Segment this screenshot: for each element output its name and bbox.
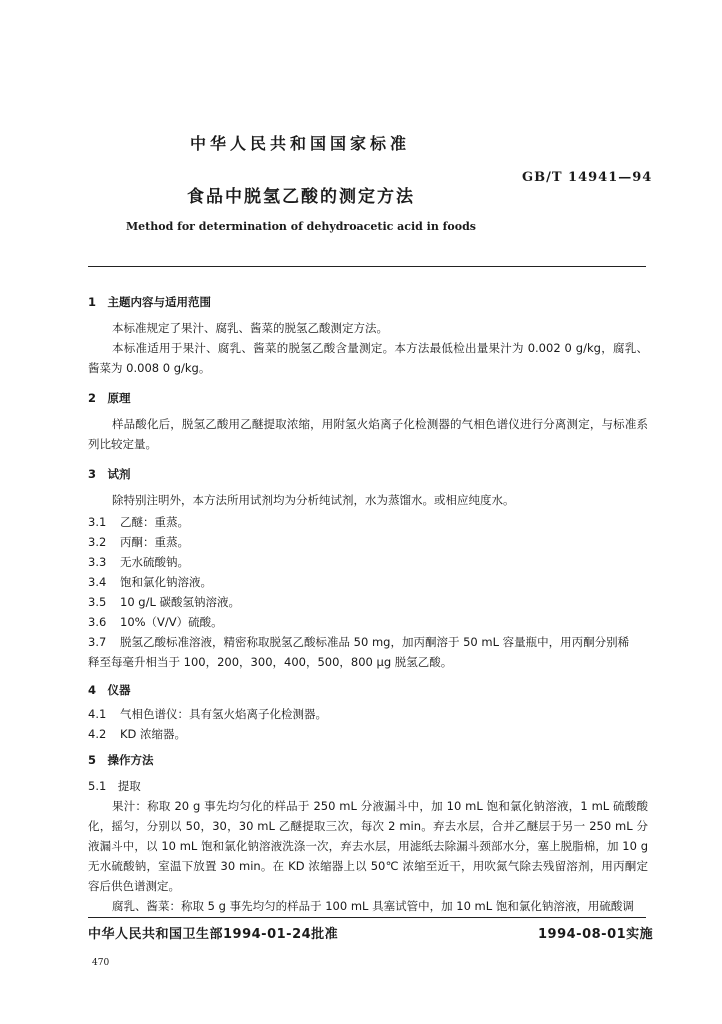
national-standard-heading: 中华人民共和国国家标准 <box>189 134 410 153</box>
reagent-item <box>88 612 648 632</box>
section-2-paragraph: 样品酸化后，脱氢乙酸用乙醚提取浓缩，用附氢火焰离子化检测器的气相色谱仪进行分离测定，与标准系列比较定量。 <box>88 417 648 451</box>
item-number: 3.5 <box>88 595 107 609</box>
item-number: 4.2 <box>88 727 107 741</box>
item-text: 无水硫酸钠。 <box>120 555 189 569</box>
instrument-item <box>88 724 648 744</box>
reagent-item-3-7-continuation: 释至每毫升相当于 100，200，300，400，500，800 μg 脱氢乙酸。 <box>88 655 453 669</box>
instrument-item <box>88 704 648 724</box>
section-5-1-heading: 5.1 提取 <box>88 779 141 793</box>
item-number: 3.4 <box>88 575 107 589</box>
item-number: 4.1 <box>88 707 107 721</box>
reagent-item-3-7 <box>88 632 648 652</box>
reagent-item <box>88 572 648 592</box>
reagent-item <box>88 532 648 552</box>
section-1-paragraph-1: 本标准规定了果汁、腐乳、酱菜的脱氢乙酸测定方法。 <box>112 321 388 335</box>
header-rule <box>88 266 646 267</box>
document-title-cn: 食品中脱氢乙酸的测定方法 <box>187 187 415 207</box>
item-text: 10 g/L 碳酸氢钠溶液。 <box>120 595 241 609</box>
section-2-heading: 2 原理 <box>88 391 131 405</box>
section-5-1-paragraph-2: 腐乳、酱菜：称取 5 g 事先均匀的样品于 100 mL 具塞试管中，加 10 mL 饱和氯化钠溶液，用硫酸调 <box>112 899 634 913</box>
section-3-paragraph: 除特别注明外，本方法所用试剂均为分析纯试剂，水为蒸馏水。或相应纯度水。 <box>112 493 515 507</box>
item-text: 丙酮：重蒸。 <box>120 535 189 549</box>
section-1-paragraph-2: 本标准适用于果汁、腐乳、酱菜的脱氢乙酸含量测定。本方法最低检出量果汁为 0.002 0 g/kg，腐乳、酱菜为 0.008 0 g/kg。 <box>88 341 648 375</box>
effective-date: 1994-08-01实施 <box>538 927 654 942</box>
document-title-en: Method for determination of dehydroacetic acid in foods <box>126 220 476 233</box>
reagent-item <box>88 512 648 532</box>
reagent-item <box>88 592 648 612</box>
reagent-item <box>88 552 648 572</box>
section-5-1-paragraph-1: 果汁：称取 20 g 事先均匀化的样品于 250 mL 分液漏斗中，加 10 mL 饱和氯化钠溶液，1 mL 硫酸酸化，摇匀，分别以 50，30，30 mL 乙醚提取三次，每次 2 min。弃去水层，合并乙醚层于另一 250 mL 分液漏斗中，以 10 mL 饱和氯化钠溶液洗涤一次，弃去水层，用滤纸去除漏斗颈部水分，塞上脱脂棉，加 10 g 无水硫酸钠，室温下放置 30 min。在 KD 浓缩器上以 50℃ 浓缩至近干，用吹氮气除去残留溶剂，用丙酮定容后供色谱测定。 <box>88 799 648 893</box>
section-1-heading: 1 主题内容与适用范围 <box>88 295 212 309</box>
item-number: 3.6 <box>88 615 107 629</box>
approval-date: 中华人民共和国卫生部1994-01-24批准 <box>88 927 339 942</box>
item-number: 3.7 <box>88 635 107 649</box>
item-number: 3.1 <box>88 515 107 529</box>
item-text: 乙醚：重蒸。 <box>120 515 189 529</box>
item-text: 气相色谱仪：具有氢火焰离子化检测器。 <box>120 707 327 721</box>
item-text: 脱氢乙酸标准溶液，精密称取脱氢乙酸标准品 50 mg，加丙酮溶于 50 mL 容量瓶中，用丙酮分别稀 <box>120 635 630 649</box>
section-3-heading: 3 试剂 <box>88 467 131 481</box>
item-text: 饱和氯化钠溶液。 <box>120 575 212 589</box>
standard-code: GB/T 14941—94 <box>522 170 653 185</box>
item-text: 10%（V/V）硫酸。 <box>120 615 223 629</box>
item-text: KD 浓缩器。 <box>120 727 187 741</box>
section-4-heading: 4 仪器 <box>88 683 131 697</box>
page-number: 470 <box>92 958 110 968</box>
item-number: 3.3 <box>88 555 107 569</box>
section-5-heading: 5 操作方法 <box>88 753 154 767</box>
footer-rule <box>88 917 646 918</box>
item-number: 3.2 <box>88 535 107 549</box>
